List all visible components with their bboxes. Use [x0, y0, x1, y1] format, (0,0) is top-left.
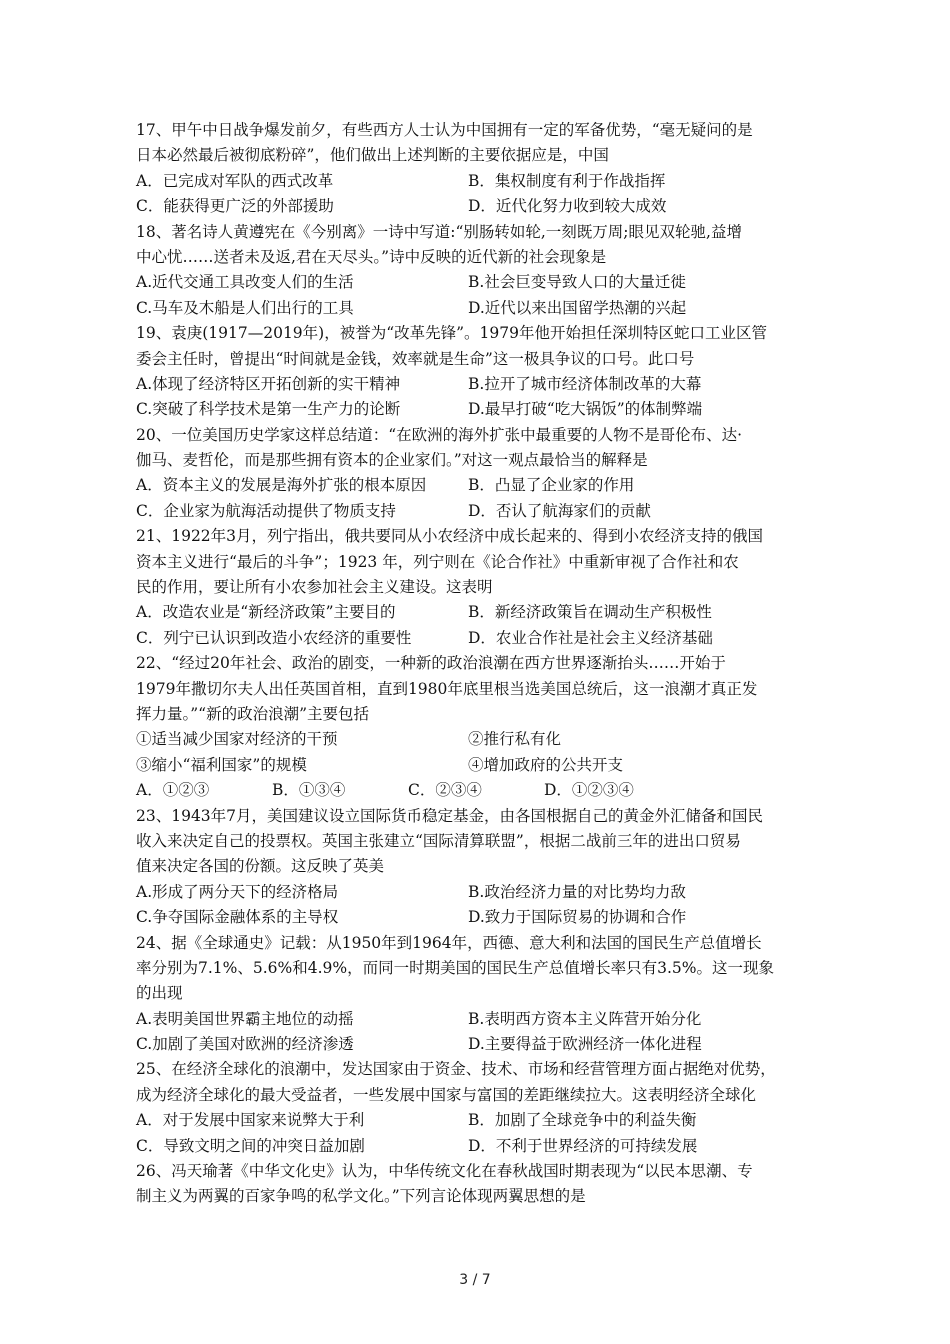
q24-option-b: B.表明西方资本主义阵营开始分化	[468, 1009, 702, 1028]
q24-stem-line2: 率分别为7.1%、5.6%和4.9%，而同一时期美国的国民生产总值增长率只有3.5%。这一现象	[136, 958, 775, 977]
q19-option-c: C.突破了科学技术是第一生产力的论断	[136, 400, 401, 419]
q17-stem-line2: 日本必然最后被彻底粉碎”，他们做出上述判断的主要依据应是，中国	[136, 146, 609, 165]
q22-option-c: C．②③④	[408, 781, 482, 800]
q24-option-c: C.加剧了美国对欧洲的经济渗透	[136, 1035, 354, 1054]
q25-option-a: A．对于发展中国家来说弊大于利	[136, 1111, 365, 1130]
q20-option-c: C．企业家为航海活动提供了物质支持	[136, 501, 396, 520]
q21-option-c: C．列宁已认识到改造小农经济的重要性	[136, 628, 412, 647]
q18-option-a: A.近代交通工具改变人们的生活	[136, 273, 354, 292]
q21-stem-line1: 21、1922年3月，列宁指出，俄共要同从小农经济中成长起来的、得到小农经济支持的俄国	[136, 527, 764, 546]
q20-stem-line1: 20、一位美国历史学家这样总结道：“在欧洲的海外扩张中最重要的人物不是哥伦布、达·	[136, 425, 743, 444]
document-page	[136, 118, 836, 1210]
q23-options-row2	[136, 905, 836, 930]
q20-option-d: D．否认了航海家们的贡献	[468, 501, 651, 520]
q24-options-row1	[136, 1007, 836, 1032]
q19-option-b: B.拉开了城市经济体制改革的大幕	[468, 374, 702, 393]
q18-option-c: C.马车及木船是人们出行的工具	[136, 298, 354, 317]
q22-item-1: ①适当减少国家对经济的干预	[136, 730, 338, 749]
q25-options-row2	[136, 1134, 836, 1159]
q25-option-d: D．不利于世界经济的可持续发展	[468, 1136, 698, 1155]
q20-options-row2	[136, 499, 836, 524]
q23-stem-line2: 收入来决定自己的投票权。英国主张建立“国际清算联盟”，根据二战前三年的进出口贸易	[136, 831, 741, 850]
q24-option-d: D.主要得益于欧洲经济一体化进程	[468, 1035, 702, 1054]
q21-options-row2	[136, 626, 836, 651]
q17-stem-line1: 17、甲午中日战争爆发前夕，有些西方人士认为中国拥有一定的军备优势，“毫无疑问的是	[136, 121, 753, 139]
q21-stem-line3: 民的作用，要让所有小农参加社会主义建设。这表明	[136, 578, 493, 597]
q26-stem-line2: 制主义为两翼的百家争鸣的私学文化。”下列言论体现两翼思想的是	[136, 1187, 586, 1206]
q22-item-2: ②推行私有化	[468, 730, 562, 749]
q21-option-d: D．农业合作社是社会主义经济基础	[468, 628, 713, 647]
q23-stem-line1: 23、1943年7月，美国建议设立国际货币稳定基金，由各国根据自己的黄金外汇储备和国民	[136, 806, 764, 825]
q23-option-a: A.形成了两分天下的经济格局	[136, 882, 339, 901]
page-number: 3 / 7	[459, 1272, 491, 1288]
q18-options-row2	[136, 296, 836, 321]
q22-option-a: A．①②③	[136, 781, 210, 800]
q23-options-row1	[136, 880, 836, 905]
q18-options-row1	[136, 270, 836, 295]
q25-options-row1	[136, 1108, 836, 1133]
q22-item-4: ④增加政府的公共开支	[468, 755, 624, 774]
q19-option-d: D.最早打破“吃大锅饭”的体制弊端	[468, 400, 703, 419]
q19-stem-line1: 19、袁庚(1917—2019年)，被誉为“改革先锋”。1979年他开始担任深圳特区蛇口工业区管	[136, 324, 768, 343]
q25-stem-line2: 成为经济全球化的最大受益者，一些发展中国家与富国的差距继续拉大。这表明经济全球化	[136, 1085, 757, 1104]
q19-stem-line2: 委会主任时，曾提出“时间就是金钱，效率就是生命”这一极具争议的口号。此口号	[136, 349, 695, 368]
q17-option-c: C．能获得更广泛的外部援助	[136, 197, 334, 216]
q20-option-b: B．凸显了企业家的作用	[468, 476, 635, 495]
q18-option-d: D.近代以来出国留学热潮的兴起	[468, 298, 687, 317]
q19-option-a: A.体现了经济特区开拓创新的实干精神	[136, 374, 401, 393]
q17-options-row1	[136, 169, 836, 194]
q21-option-a: A．改造农业是“新经济政策”主要目的	[136, 603, 396, 622]
q25-option-b: B．加剧了全球竞争中的利益失衡	[468, 1111, 697, 1130]
q22-item-3: ③缩小“福利国家”的规模	[136, 755, 307, 774]
q22-items-row2	[136, 753, 836, 778]
q21-options-row1	[136, 600, 836, 625]
q20-options-row1	[136, 473, 836, 498]
q23-option-d: D.致力于国际贸易的协调和合作	[468, 908, 687, 927]
q17-option-b: B．集权制度有利于作战指挥	[468, 171, 666, 190]
q26-stem-line1: 26、冯天瑜著《中华文化史》认为，中华传统文化在春秋战国时期表现为“以民本思潮、专	[136, 1162, 753, 1181]
q24-stem-line1: 24、据《全球通史》记载：从1950年到1964年，西德、意大利和法国的国民生产总值增长	[136, 933, 762, 952]
q22-stem-line1: 22、“经过20年社会、政治的剧变，一种新的政治浪潮在西方世界逐渐抬头……开始于	[136, 654, 726, 673]
q23-stem-line3: 值来决定各国的份额。这反映了英美	[136, 857, 385, 876]
q18-stem-line1: 18、著名诗人黄遵宪在《今别离》一诗中写道:“别肠转如轮,一刻既万周;眼见双轮驰,益增	[136, 222, 742, 241]
q18-option-b: B.社会巨变导致人口的大量迁徙	[468, 273, 686, 292]
q23-option-b: B.政治经济力量的对比势均力敌	[468, 882, 686, 901]
q22-stem-line2: 1979年撒切尔夫人出任英国首相，直到1980年底里根当选美国总统后，这一浪潮才真正发	[136, 679, 758, 698]
q25-option-c: C．导致文明之间的冲突日益加剧	[136, 1136, 365, 1155]
q22-stem-line3: 挥力量。”“新的政治浪潮”主要包括	[136, 704, 370, 723]
q22-option-b: B．①③④	[272, 781, 346, 800]
q21-option-b: B．新经济政策旨在调动生产积极性	[468, 603, 712, 622]
q24-options-row2	[136, 1032, 836, 1057]
q22-items-row1	[136, 727, 836, 752]
q17-option-d: D．近代化努力收到较大成效	[468, 197, 667, 216]
q20-stem-line2: 伽马、麦哲伦，而是那些拥有资本的企业家们。”对这一观点最恰当的解释是	[136, 451, 648, 470]
q24-option-a: A.表明美国世界霸主地位的动摇	[136, 1009, 354, 1028]
q23-option-c: C.争夺国际金融体系的主导权	[136, 908, 339, 927]
q18-stem-line2: 中心忧……送者未及返,君在天尽头。”诗中反映的近代新的社会现象是	[136, 247, 607, 266]
q21-stem-line2: 资本主义进行“最后的斗争”；1923 年，列宁则在《论合作社》中重新审视了合作社和农	[136, 552, 739, 571]
q19-options-row1	[136, 372, 836, 397]
q25-stem-line1: 25、在经济全球化的浪潮中，发达国家由于资金、技术、市场和经营管理方面占据绝对优势，	[136, 1060, 776, 1079]
q22-options-row	[136, 778, 836, 803]
q17-option-a: A．已完成对军队的西式改革	[136, 171, 334, 190]
q17-options-row2	[136, 194, 836, 219]
q24-stem-line3: 的出现	[136, 984, 183, 1003]
q22-option-d: D．①②③④	[544, 781, 634, 800]
q20-option-a: A．资本主义的发展是海外扩张的根本原因	[136, 476, 427, 495]
q19-options-row2	[136, 397, 836, 422]
